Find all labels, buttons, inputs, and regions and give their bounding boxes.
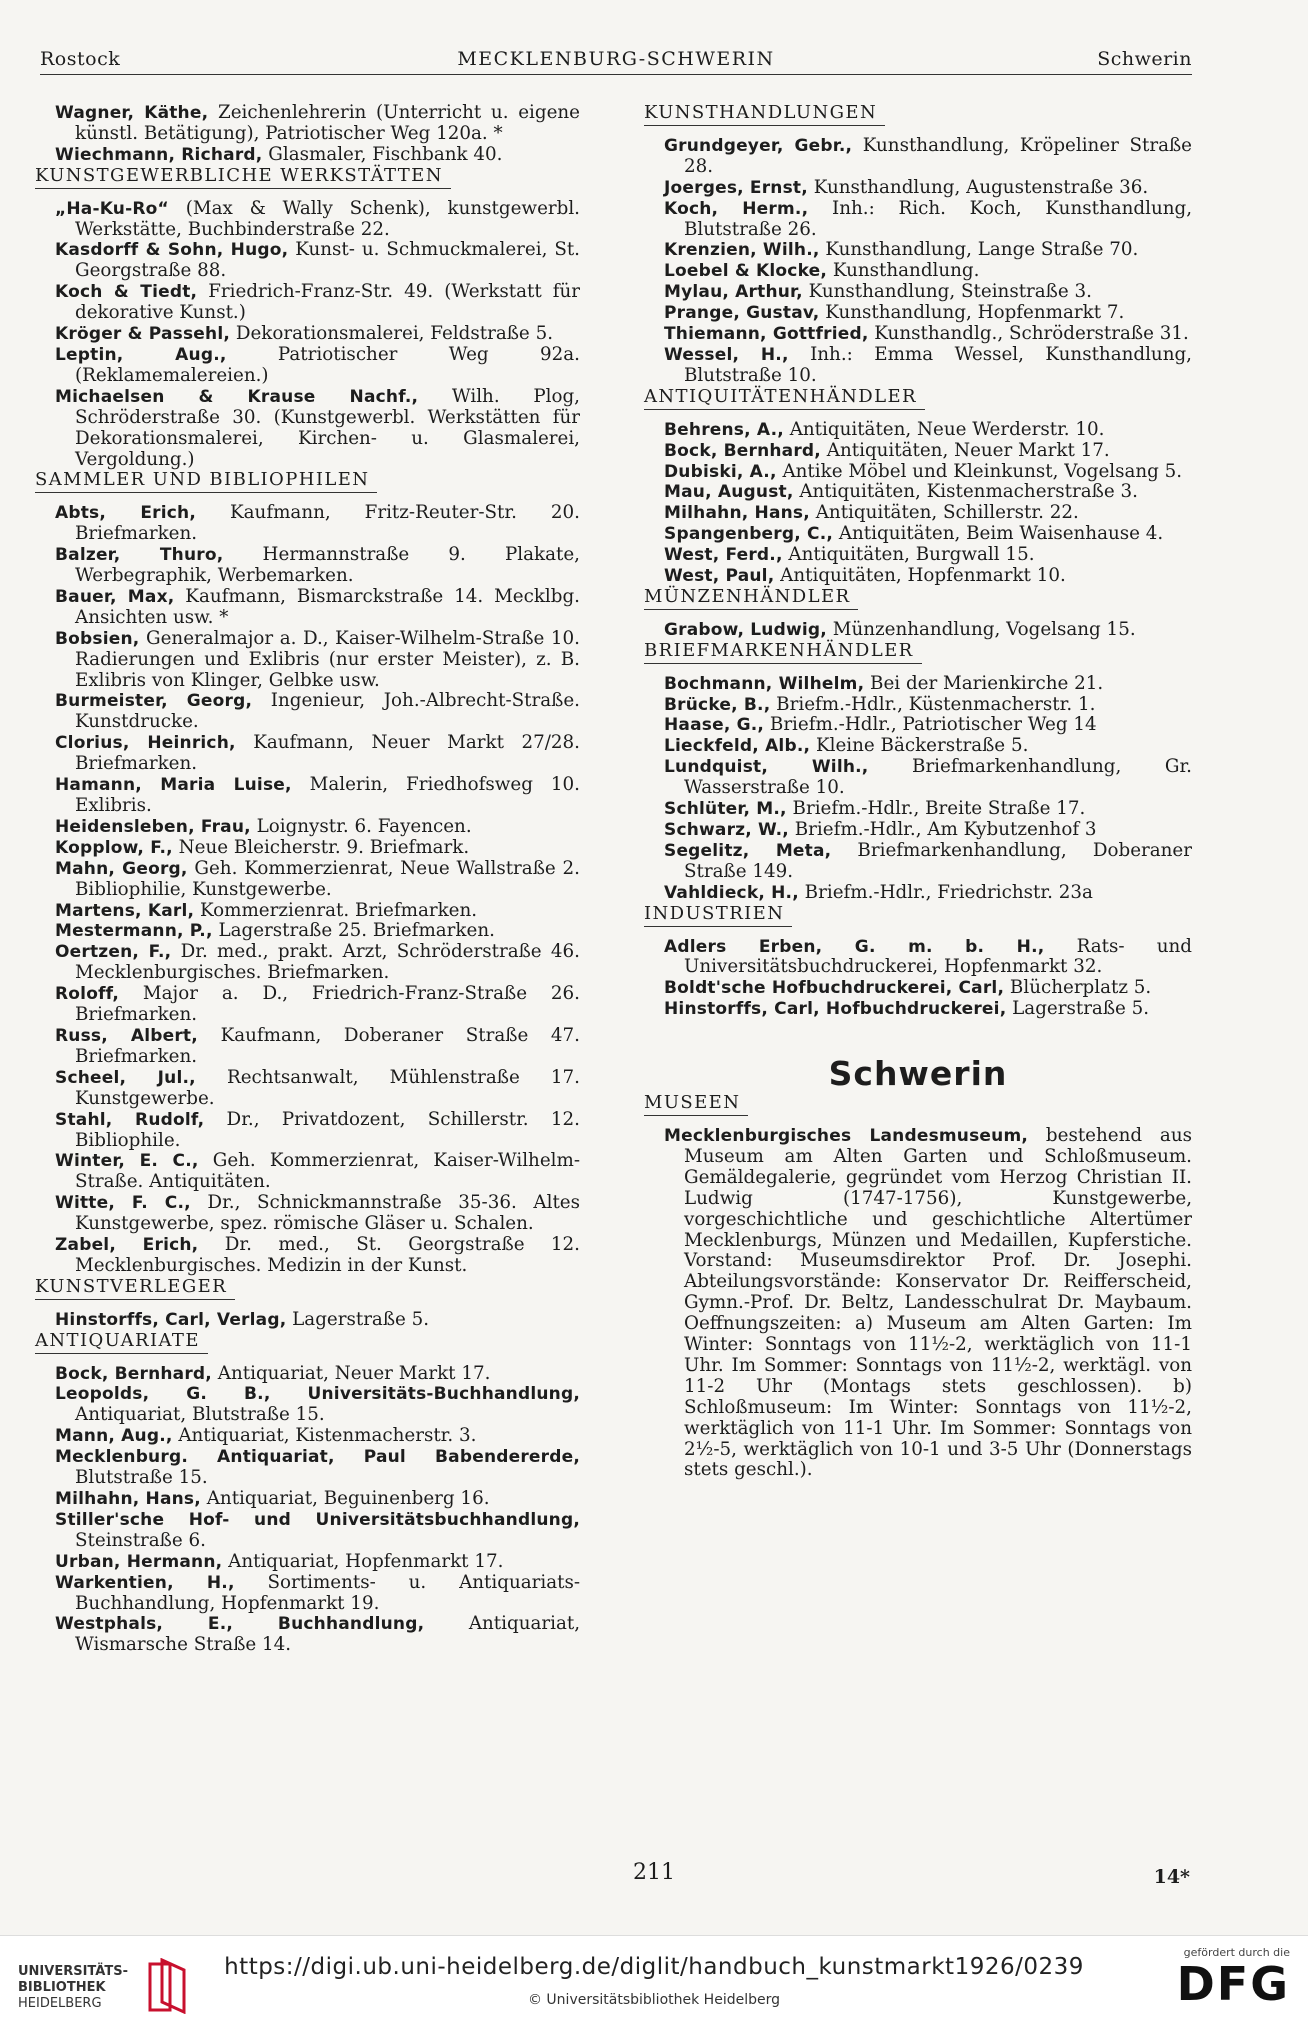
directory-entry — [55, 629, 580, 692]
directory-entry — [55, 1110, 580, 1152]
entry-details: Loignystr. 6. Fayencen. — [250, 815, 472, 837]
entry-details: Dr. med., prakt. Arzt, Schröderstraße 46. Mecklenburgisches. Briefmarken. — [75, 941, 580, 984]
right-column — [644, 103, 1192, 1481]
directory-entry — [55, 1447, 580, 1489]
entry-name: Mau, August, — [664, 482, 794, 503]
directory-entry — [55, 387, 580, 471]
entry-details: Kleine Bäckerstraße 5. — [810, 735, 1029, 757]
entry-name: Burmeister, Georg, — [55, 691, 253, 712]
dfg-wordmark: DFG — [1176, 1957, 1290, 2011]
entry-name: Bochmann, Wilhelm, — [664, 673, 865, 694]
entry-details: Antiquariat, Beguinenberg 16. — [200, 1488, 490, 1509]
directory-entry — [55, 1384, 580, 1426]
section-heading: MÜNZENHÄNDLER — [644, 587, 858, 610]
directory-entry — [664, 978, 1192, 999]
directory-entry — [664, 282, 1192, 303]
entry-details: Briefmarkenhandlung, Doberaner Straße 149. — [684, 839, 1192, 882]
entry-details: Briefmarkenhandlung, Gr. Wasserstraße 10. — [684, 756, 1192, 799]
entry-name: Balzer, Thuro, — [55, 545, 224, 566]
entry-details: Dr. med., St. Georgstraße 12. Mecklenburgisches. Medizin in der Kunst. — [75, 1234, 580, 1276]
entry-name: Clorius, Heinrich, — [55, 733, 236, 754]
entry-details: Kunsthandlung, Steinstraße 3. — [802, 281, 1092, 303]
header-center: MECKLENBURG-SCHWERIN — [457, 48, 775, 70]
directory-entry — [664, 757, 1192, 799]
entry-details: Wilh. Plog, Schröderstraße 30. (Kunstgewerbl. Werkstätten für Dekorationsmalerei, Kirchen- u. Glasmalerei, Vergoldung.) — [75, 385, 580, 470]
section-heading: MUSEEN — [644, 1093, 748, 1116]
entry-name: Brücke, B., — [664, 694, 771, 715]
entry-details: Briefm.-Hdlr., Küstenmacherstr. 1. — [770, 693, 1096, 715]
section-heading: ANTIQUITÄTENHÄNDLER — [644, 387, 925, 410]
entry-name: Witte, F. C., — [55, 1193, 191, 1214]
entry-name: Zabel, Erich, — [55, 1235, 199, 1256]
entry-name: Mann, Aug., — [55, 1426, 173, 1447]
entry-name: Leptin, Aug., — [55, 344, 227, 365]
entry-details: Lagerstraße 5. — [1006, 998, 1150, 1020]
entry-details: Briefm.-Hdlr., Patriotischer Weg 14 — [764, 714, 1097, 736]
copyright-notice: © Universitätsbibliothek Heidelberg — [527, 1992, 780, 2008]
directory-entry — [55, 775, 580, 817]
directory-entry — [55, 1151, 580, 1193]
entry-name: Koch, Herm., — [664, 198, 809, 219]
entry-name: Milhahn, Hans, — [55, 1489, 201, 1509]
entry-details: Kunsthandlg., Schröderstraße 31. — [868, 323, 1189, 345]
directory-entry — [55, 199, 580, 241]
entry-name: Heidensleben, Frau, — [55, 816, 251, 837]
entry-details: Sortiments- u. Antiquariats-Buchhandlung, Hopfenmarkt 19. — [75, 1571, 581, 1614]
entry-details: Kaufmann, Bismarckstraße 14. Mecklbg. Ansichten usw. * — [75, 585, 580, 628]
entry-details: Antiquariat, Blutstraße 15. — [75, 1404, 325, 1426]
directory-entry — [55, 1364, 580, 1385]
left-column — [35, 103, 580, 1656]
directory-entry — [55, 503, 580, 545]
entry-name: Lieckfeld, Alb., — [664, 736, 811, 757]
entry-details: Blücherplatz 5. — [1004, 977, 1152, 999]
library-line-2: BIBLIOTHEK — [18, 1980, 106, 1995]
entry-name: Bock, Bernhard, — [55, 1363, 212, 1384]
directory-entry — [664, 240, 1192, 261]
entry-name: Schwarz, W., — [664, 820, 789, 840]
entry-details: Antiquitäten, Kistenmacherstraße 3. — [793, 481, 1138, 503]
permalink-url[interactable]: https://digi.ub.uni-heidelberg.de/diglit/handbuch_kunstmarkt1926/0239 — [224, 1954, 1084, 1980]
entry-details: Antiquariat, Wismarsche Straße 14. — [75, 1613, 581, 1656]
section-heading-row — [35, 166, 580, 199]
directory-entry — [664, 620, 1192, 641]
section-heading: INDUSTRIEN — [644, 904, 792, 927]
entry-details: (Max & Wally Schenk), kunstgewerbl. Werkstätte, Buchbinderstraße 22. — [75, 197, 580, 240]
directory-entry — [664, 799, 1192, 820]
directory-entry — [664, 736, 1192, 757]
entry-name: Mecklenburg. Antiquariat, Paul Babendererde, — [55, 1447, 580, 1468]
directory-entry — [664, 883, 1192, 904]
section-heading-row — [35, 470, 580, 503]
entry-name: Mahn, Georg, — [55, 858, 188, 879]
entry-details: Antiquitäten, Neuer Markt 17. — [820, 439, 1110, 461]
entry-name: Adlers Erben, G. m. b. H., — [664, 936, 1045, 957]
library-line-3: HEIDELBERG — [18, 1996, 102, 2011]
header-right: Schwerin — [1097, 48, 1192, 70]
running-header — [40, 46, 1192, 75]
directory-entry — [664, 674, 1192, 695]
directory-entry — [664, 1126, 1192, 1481]
section-heading-row — [644, 103, 1192, 136]
directory-entry — [664, 566, 1192, 587]
entry-name: West, Paul, — [664, 566, 775, 587]
entry-name: Scheel, Jul., — [55, 1067, 196, 1088]
directory-entry — [55, 1026, 580, 1068]
directory-entry — [55, 345, 580, 387]
section-heading: KUNSTHANDLUNGEN — [644, 103, 885, 126]
entry-details: Hermannstraße 9. Plakate, Werbegraphik, Werbemarken. — [75, 544, 580, 587]
entry-name: Krenzien, Wilh., — [664, 240, 820, 261]
entry-details: Antiquariat, Hopfenmarkt 17. — [222, 1550, 504, 1572]
entry-details: Lagerstraße 5. — [286, 1308, 430, 1330]
directory-entry — [55, 942, 580, 984]
directory-entry — [664, 261, 1192, 282]
entry-name: Haase, G., — [664, 715, 765, 736]
directory-entry — [664, 462, 1192, 483]
directory-entry — [55, 838, 580, 859]
entry-name: Martens, Karl, — [55, 900, 195, 921]
directory-entry — [55, 1614, 580, 1656]
entry-name: Spangenberg, C., — [664, 524, 834, 545]
directory-entry — [55, 103, 580, 145]
entry-name: Schlüter, M., — [664, 799, 787, 820]
directory-entry — [55, 1426, 580, 1447]
entry-details: bestehend aus Museum am Alten Garten und Schloßmuseum. Gemäldegalerie, gegründet vom Herzog Christian II. Ludwig (1747-1756), Kunstgewerbe, vorgeschichtliche und geschichtliche Altertümer Mecklenburgs, Münzen und Medaillen, Kupferstiche. Vorstand: Museumsdirektor Prof. Dr. Josephi. Abteilungsvorstände: Konservator Dr. Reifferscheid, Gymn.-Prof. Dr. Beltz, Landesschulrat Dr. Maybaum. Oeffnungszeiten: a) Museum am Alten Garten: Im Winter: Sonntags von 11½-2, werktäglich von 11-1 Uhr. Im Sommer: Sonntags von 11½-2, werktägl. von 11-2 Uhr (Montags stets geschlossen). b) Schloßmuseum: Im Winter: Sonntags von 11½-2, werktäglich von 11-1 Uhr. Im Sommer: Sonntags von 2½-5, werktäglich von 10-1 und 3-5 Uhr (Donnerstags stets geschl.). — [684, 1124, 1192, 1481]
directory-entry — [664, 199, 1192, 241]
entry-details: Antiquitäten, Neue Werderstr. 10. — [783, 418, 1105, 440]
signature-mark: 14* — [1153, 1866, 1190, 1888]
entry-details: Kunsthandlung. — [827, 260, 980, 282]
directory-entry — [55, 545, 580, 587]
entry-details: Glasmaler, Fischbank 40. — [262, 143, 503, 165]
entry-details: Inh.: Emma Wessel, Kunsthandlung, Blutstraße 10. — [684, 343, 1192, 386]
directory-entry — [664, 178, 1192, 199]
directory-entry — [664, 695, 1192, 716]
directory-entry — [55, 240, 580, 282]
entry-name: Winter, E. C., — [55, 1151, 199, 1172]
section-heading: KUNSTGEWERBLICHE WERKSTÄTTEN — [35, 166, 451, 189]
entry-details: Dekorationsmalerei, Feldstraße 5. — [230, 323, 554, 345]
entry-name: Segelitz, Meta, — [664, 840, 832, 861]
entry-name: „Ha-Ku-Ro“ — [55, 198, 169, 219]
directory-entry — [55, 1489, 580, 1510]
directory-entry — [664, 136, 1192, 178]
viewer-footer — [0, 1935, 1308, 2029]
directory-entry — [55, 1068, 580, 1110]
entry-name: Vahldieck, H., — [664, 882, 799, 903]
entry-name: Lundquist, Wilh., — [664, 757, 869, 778]
entry-details: Antiquitäten, Schillerstr. 22. — [809, 502, 1079, 524]
entry-name: Russ, Albert, — [55, 1025, 198, 1046]
entry-name: Michaelsen & Krause Nachf., — [55, 386, 419, 407]
directory-entry — [55, 691, 580, 733]
entry-name: Leopolds, G. B., Universitäts-Buchhandlung, — [55, 1384, 580, 1405]
entry-details: Briefm.-Hdlr., Friedrichstr. 23a — [798, 881, 1093, 903]
entry-name: Stahl, Rudolf, — [55, 1109, 205, 1130]
entry-details: Kunst- u. Schmuckmalerei, St. Georgstraße 88. — [75, 239, 580, 282]
entry-name: Kröger & Passehl, — [55, 324, 231, 345]
directory-entry — [664, 999, 1192, 1020]
entry-details: Briefm.-Hdlr., Breite Straße 17. — [786, 798, 1086, 820]
directory-entry — [664, 420, 1192, 441]
entry-details: Blutstraße 15. — [75, 1467, 208, 1489]
directory-entry — [664, 345, 1192, 387]
directory-entry — [664, 441, 1192, 462]
entry-details: Antiquitäten, Burgwall 15. — [782, 544, 1035, 566]
section-heading-row — [35, 1331, 580, 1364]
entry-name: Dubiski, A., — [664, 461, 777, 482]
entry-details: Kaufmann, Neuer Markt 27/28. Briefmarken. — [75, 732, 580, 775]
entry-details: Münzenhandlung, Vogelsang 15. — [826, 618, 1136, 640]
section-heading: KUNSTVERLEGER — [35, 1277, 235, 1300]
entry-name: Hamann, Maria Luise, — [55, 775, 292, 796]
entry-details: Kunsthandlung, Hopfenmarkt 7. — [819, 302, 1125, 324]
entry-name: Stiller'sche Hof- und Universitätsbuchhandlung, — [55, 1509, 580, 1530]
header-left: Rostock — [40, 48, 121, 70]
directory-entry — [664, 841, 1192, 883]
entry-details: Friedrich-Franz-Str. 49. (Werkstatt für dekorative Kunst.) — [75, 281, 581, 324]
entry-name: Kopplow, F., — [55, 837, 173, 858]
funded-by-label: gefördert durch die — [1183, 1946, 1290, 1959]
entry-details: Geh. Kommerzienrat, Neue Wallstraße 2. Bibliophilie, Kunstgewerbe. — [75, 857, 580, 900]
entry-details: Bei der Marienkirche 21. — [864, 672, 1104, 694]
entry-name: Prange, Gustav, — [664, 303, 820, 324]
entry-name: Bock, Bernhard, — [664, 440, 821, 461]
entry-name: Thiemann, Gottfried, — [664, 324, 869, 345]
entry-name: Warkentien, H., — [55, 1572, 235, 1593]
entry-details: Generalmajor a. D., Kaiser-Wilhelm-Straße 10. Radierungen und Exlibris (nur erster Meister), z. B. Exlibris von Klinger, Gelbke usw. — [75, 627, 580, 691]
dfg-logo[interactable] — [1160, 1946, 1290, 2021]
entry-details: Lagerstraße 25. Briefmarken. — [212, 920, 495, 942]
entry-name: Westphals, E., Buchhandlung, — [55, 1614, 425, 1635]
entry-name: Wagner, Käthe, — [55, 103, 209, 123]
entry-name: Loebel & Klocke, — [664, 261, 828, 282]
entry-details: Malerin, Friedhofsweg 10. Exlibris. — [75, 774, 580, 816]
section-heading: SAMMLER UND BIBLIOPHILEN — [35, 470, 377, 493]
city-heading: Schwerin — [828, 1054, 1008, 1094]
directory-entry — [55, 817, 580, 838]
entry-details: Inh.: Rich. Koch, Kunsthandlung, Blutstraße 26. — [684, 197, 1193, 240]
entry-details: Antike Möbel und Kleinkunst, Vogelsang 5. — [776, 460, 1183, 482]
entry-details: Zeichenlehrerin (Unterricht u. eigene künstl. Betätigung), Patriotischer Weg 120a. * — [75, 102, 581, 144]
directory-entry — [55, 145, 580, 166]
section-heading-row — [644, 641, 1192, 674]
entry-details: Ingenieur, Joh.-Albrecht-Straße. Kunstdrucke. — [75, 690, 580, 733]
directory-entry — [664, 820, 1192, 841]
section-heading: ANTIQUARIATE — [35, 1331, 208, 1354]
entry-details: Patriotischer Weg 92a. (Reklamemalereien.) — [75, 343, 580, 386]
library-line-1: UNIVERSITÄTS- — [18, 1964, 128, 1979]
entry-name: Mecklenburgisches Landesmuseum, — [664, 1125, 1029, 1146]
directory-entry — [55, 282, 580, 324]
section-heading-row — [644, 904, 1192, 937]
entry-details: Dr., Schnickmannstraße 35-36. Altes Kunstgewerbe, spez. römische Gläser u. Schalen. — [75, 1192, 580, 1235]
directory-entry — [55, 1193, 580, 1235]
directory-entry — [55, 984, 580, 1026]
entry-details: Antiquitäten, Beim Waisenhause 4. — [833, 523, 1164, 545]
entry-details: Kunsthandlung, Lange Straße 70. — [819, 239, 1139, 261]
entry-name: Wiechmann, Richard, — [55, 144, 263, 165]
entry-details: Dr., Privatdozent, Schillerstr. 12. Bibliophile. — [75, 1108, 580, 1151]
directory-entry — [664, 324, 1192, 345]
entry-name: Grundgeyer, Gebr., — [664, 135, 853, 156]
entry-name: Wessel, H., — [664, 344, 789, 365]
section-heading-row — [644, 387, 1192, 420]
directory-entry — [55, 733, 580, 775]
entry-details: Rats- und Universitätsbuchdruckerei, Hopfenmarkt 32. — [684, 935, 1192, 978]
entry-details: Antiquitäten, Hopfenmarkt 10. — [774, 565, 1066, 587]
directory-entry — [664, 503, 1192, 524]
directory-entry — [55, 1510, 580, 1552]
directory-entry — [664, 303, 1192, 324]
entry-name: Behrens, A., — [664, 419, 784, 440]
entry-name: Kasdorff & Sohn, Hugo, — [55, 240, 289, 261]
section-heading-row — [644, 587, 1192, 620]
entry-name: Mylau, Arthur, — [664, 282, 803, 303]
directory-entry — [664, 482, 1192, 503]
entry-details: Kaufmann, Doberaner Straße 47. Briefmarken. — [75, 1024, 580, 1067]
directory-entry — [55, 859, 580, 901]
entry-name: Urban, Hermann, — [55, 1551, 223, 1572]
entry-name: West, Ferd., — [664, 545, 783, 566]
entry-name: Joerges, Ernst, — [664, 177, 808, 198]
directory-entry — [55, 1552, 580, 1573]
entry-name: Mestermann, P., — [55, 921, 213, 942]
entry-details: Briefm.-Hdlr., Am Kybutzenhof 3 — [788, 819, 1097, 840]
entry-details: Major a. D., Friedrich-Franz-Straße 26. Briefmarken. — [75, 983, 580, 1026]
entry-name: Bauer, Max, — [55, 586, 175, 607]
entry-name: Milhahn, Hans, — [664, 503, 810, 524]
entry-name: Bobsien, — [55, 628, 140, 649]
entry-details: Steinstraße 6. — [75, 1529, 206, 1551]
directory-entry — [55, 1235, 580, 1277]
entry-details: Kunsthandlung, Augustenstraße 36. — [807, 176, 1149, 198]
directory-entry — [664, 524, 1192, 545]
entry-name: Koch & Tiedt, — [55, 282, 198, 303]
directory-entry — [664, 545, 1192, 566]
entry-name: Hinstorffs, Carl, Verlag, — [55, 1309, 287, 1330]
directory-entry — [55, 1310, 580, 1331]
directory-entry — [55, 587, 580, 629]
entry-name: Oertzen, F., — [55, 942, 172, 963]
entry-name: Hinstorffs, Carl, Hofbuchdruckerei, — [664, 999, 1007, 1020]
directory-entry — [55, 324, 580, 345]
page-number: 211 — [633, 1860, 675, 1885]
entry-details: Kunsthandlung, Kröpeliner Straße 28. — [684, 134, 1192, 177]
directory-entry — [664, 937, 1192, 979]
section-heading-row — [644, 1093, 1192, 1126]
entry-details: Neue Bleicherstr. 9. Briefmark. — [172, 836, 470, 858]
directory-entry — [55, 901, 580, 922]
directory-entry — [55, 1573, 580, 1615]
entry-name: Abts, Erich, — [55, 503, 196, 524]
entry-details: Geh. Kommerzienrat, Kaiser-Wilhelm-Straße. Antiquitäten. — [75, 1150, 580, 1193]
section-heading: BRIEFMARKENHÄNDLER — [644, 641, 922, 664]
entry-details: Kommerzienrat. Briefmarken. — [194, 899, 478, 921]
entry-details: Antiquariat, Neuer Markt 17. — [211, 1362, 491, 1384]
directory-entry — [55, 921, 580, 942]
entry-name: Roloff, — [55, 984, 119, 1005]
entry-details: Antiquariat, Kistenmacherstr. 3. — [172, 1425, 477, 1447]
entry-name: Grabow, Ludwig, — [664, 619, 827, 640]
entry-details: Rechtsanwalt, Mühlenstraße 17. Kunstgewerbe. — [75, 1066, 580, 1109]
directory-entry — [664, 715, 1192, 736]
section-heading-row — [35, 1277, 580, 1310]
entry-name: Boldt'sche Hofbuchdruckerei, Carl, — [664, 978, 1005, 999]
entry-details: Kaufmann, Fritz-Reuter-Str. 20. Briefmarken. — [75, 502, 580, 545]
